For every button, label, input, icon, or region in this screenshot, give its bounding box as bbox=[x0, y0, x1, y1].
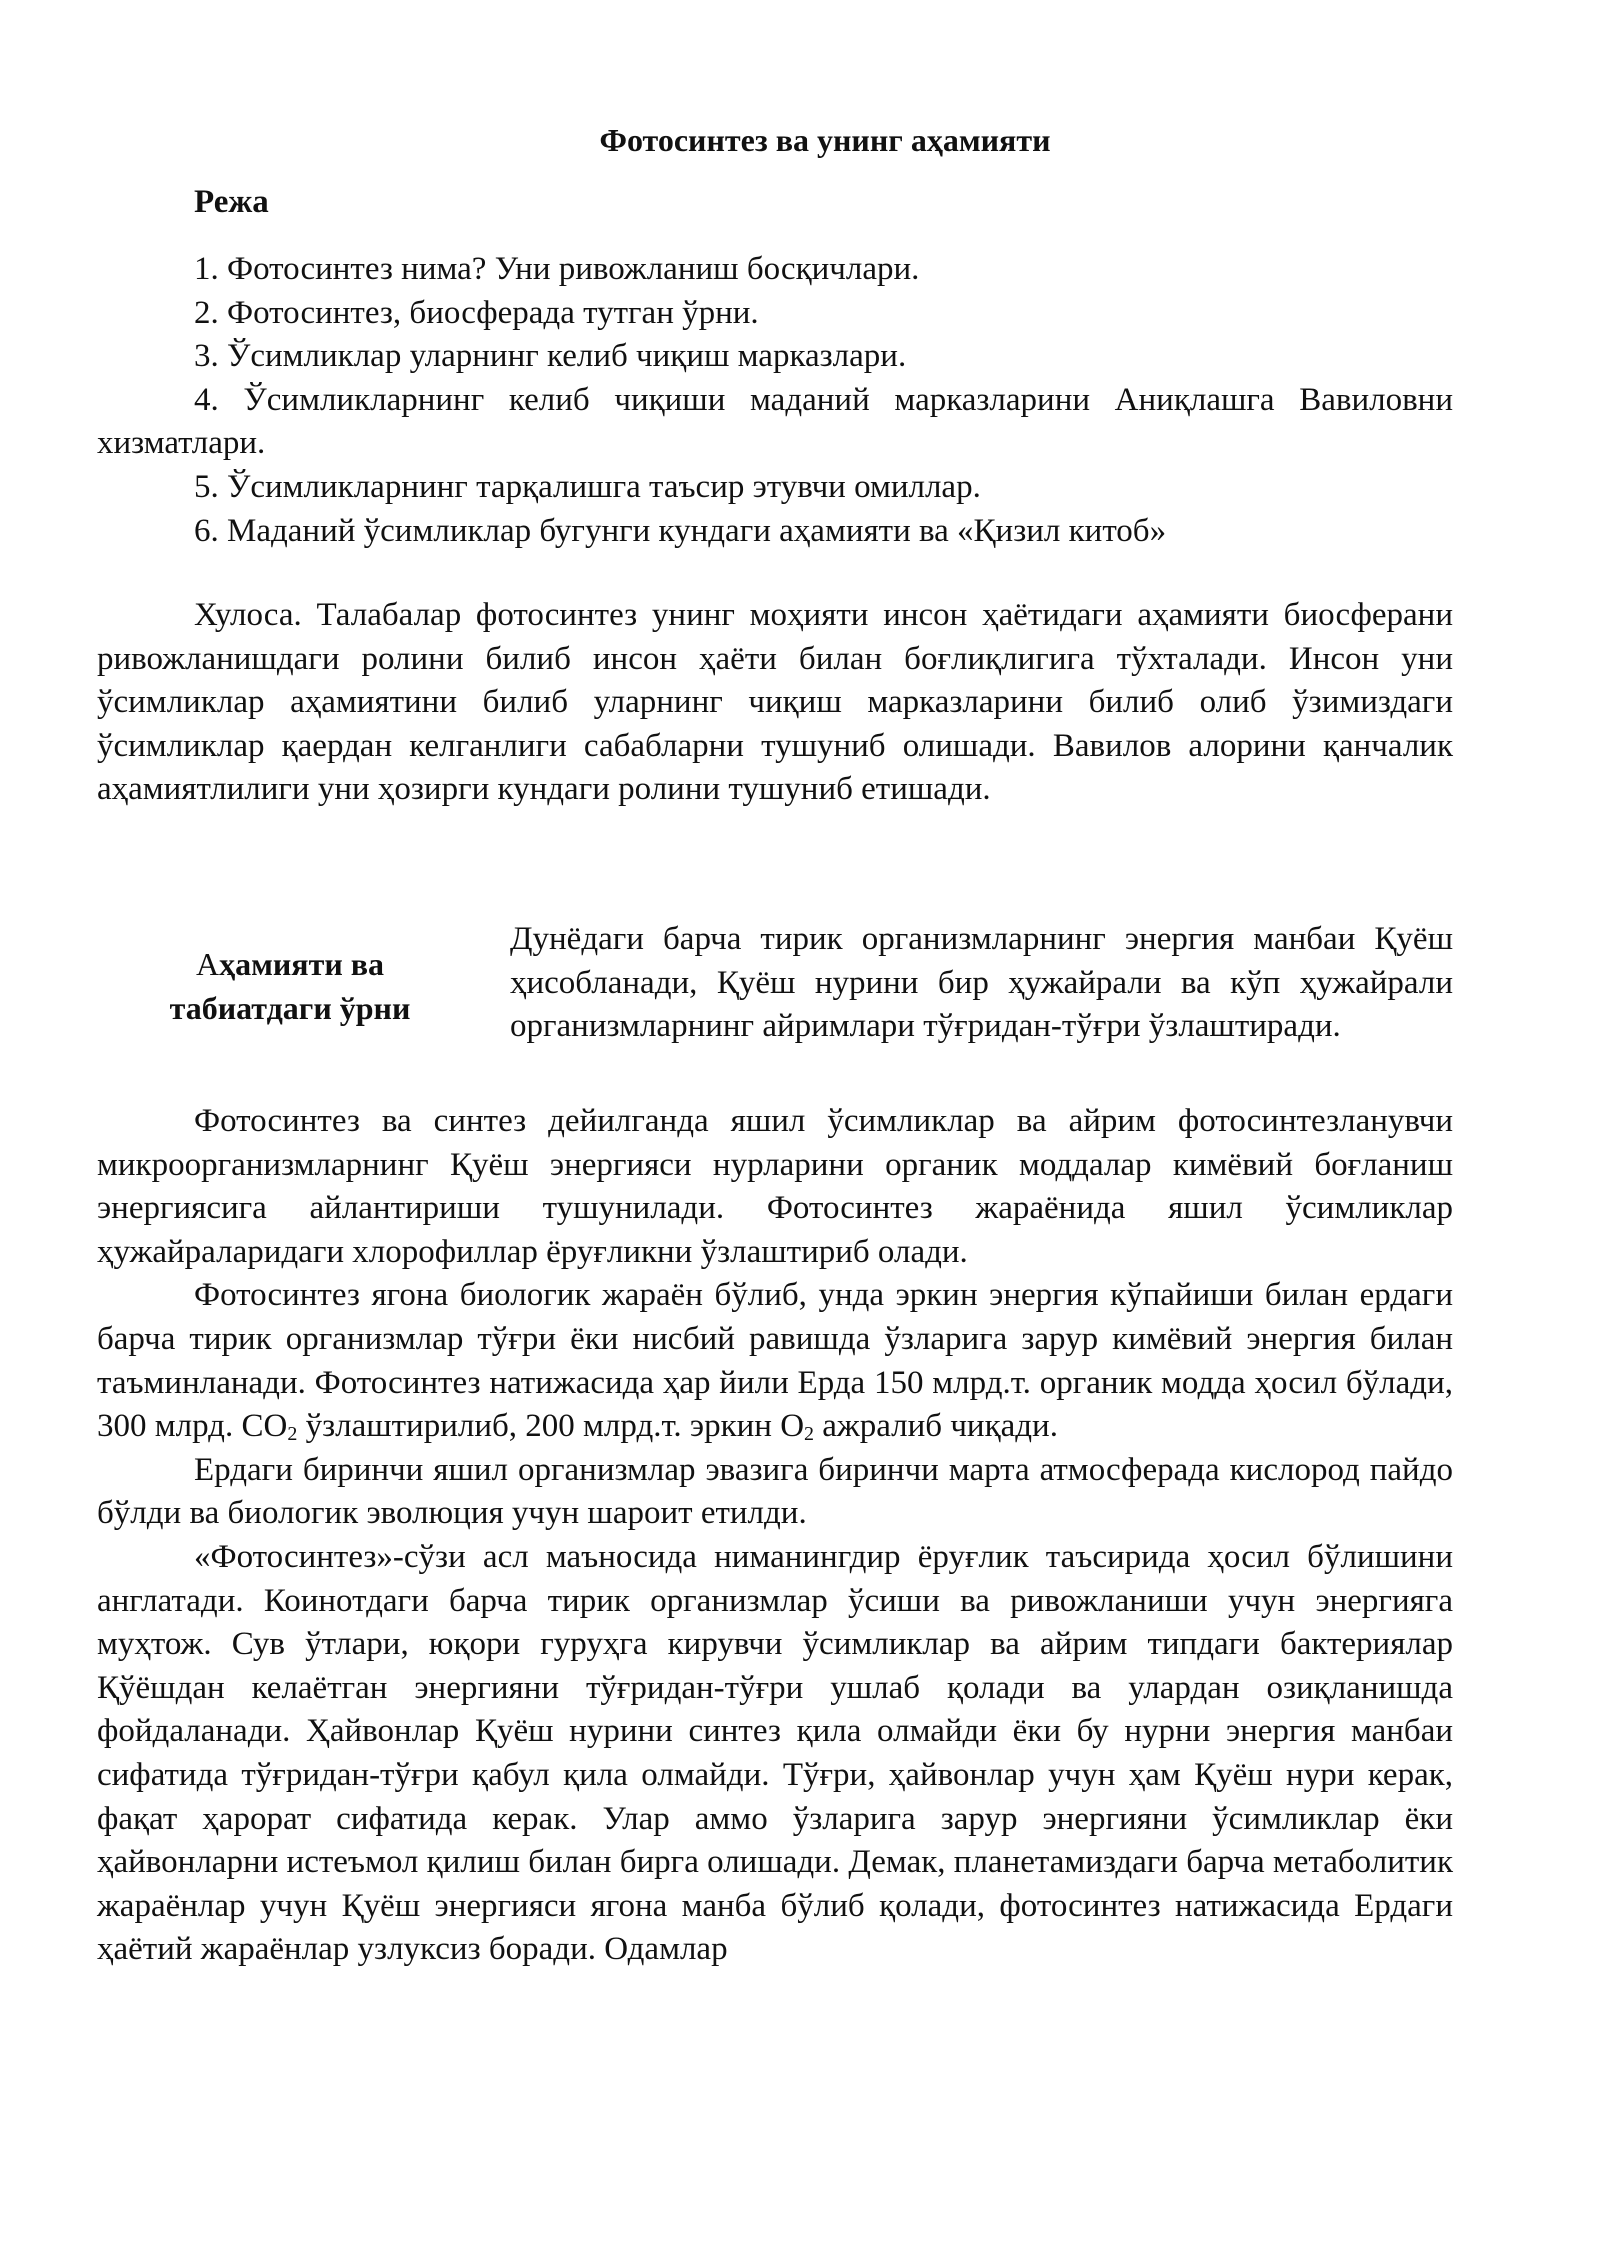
main-text bbox=[97, 1100, 1453, 1972]
paragraph: «Фотосинтез»-сўзи асл маъносида ниманингдир ёруғлик таъсирида ҳосил бўлишини англатади. Коинотдаги барча тирик организмлар ўсиши ва ривожланиши учун энергияга муҳтож. Сув ўтлари, юқори гуруҳга кирувчи ўсимликлар ва айрим типдаги бактериялар Қўёшдан келаётган энергияни тўғридан-тўғри ушлаб қолади ва улардан озиқланишда фойдаланади. Ҳайвонлар Қуёш нурини синтез қила олмайди ёки бу нурни энергия манбаи сифатида тўғридан-тўғри қабул қила олмайди. Тўғри, ҳайвонлар учун ҳам Қуёш нури керак, фақат ҳарорат сифатида керак. Улар аммо ўзларига зарур энергияни ўсимликлар ёки ҳайвонларни истеъмол қилиш билан бирга олишади. Демак, планетамиздаги барча метаболитик жараёнлар учун Қуёш энергияси ягона манба бўлиб қолади, фотосинтез натижасида Ердаги ҳаётий жараёнлар узлуксиз боради. Одамлар bbox=[97, 1538, 1453, 1968]
plan-item: 1. Фотосинтез нима? Уни ривожланиш босқичлари. bbox=[194, 251, 920, 287]
section-heading-text: ҳамияти ва табиатдаги ўрни bbox=[169, 946, 411, 1026]
plan-heading: Режа bbox=[194, 184, 269, 220]
o2-subscript: 2 bbox=[804, 1423, 815, 1446]
paragraph: Фотосинтез ва синтез дейилганда яшил ўсимликлар ва айрим фотосинтезланувчи микроорганизмларнинг Қуёш энергияси нурларини органик моддалар кимёвий боғланиш энергиясига айлантириши тушунилади. Фотосинтез жараёнида яшил ўсимликлар ҳужайраларидаги хлорофиллар ёруғликни ўзлаштириб олади. bbox=[97, 1103, 1453, 1270]
paragraph bbox=[97, 1274, 1453, 1448]
plan-item: 5. Ўсимликларнинг тарқалишга таъсир этувчи омиллар. bbox=[194, 468, 981, 505]
co2-subscript: 2 bbox=[287, 1423, 298, 1446]
section-heading bbox=[125, 942, 455, 1030]
conclusion-paragraph: Хулоса. Талабалар фотосинтез унинг моҳияти инсон ҳаётидаги аҳамияти биосферани ривожланишдаги ролини билиб инсон ҳаёти билан боғлиқлигига тўхталади. Инсон уни ўсимликлар аҳамиятини билиб уларнинг чиқиш марказларини билиб олиб ўзимиздаги ўсимликлар қаердан келганлиги сабабларни тушуниб олишади. Вавилов алорини қанчалик аҳамиятлилиги уни ҳозирги кундаги ролини тушуниб етишади. bbox=[97, 597, 1453, 808]
section-side-text: Дунёдаги барча тирик организмларнинг энергия манбаи Қуёш ҳисобланади, Қуёш нурини бир ҳужайрали ва кўп ҳужайрали организмларнинг айримлари тўғридан-тўғри ўзлаштиради. bbox=[510, 921, 1453, 1045]
plan-item: 2. Фотосинтез, биосферада тутган ўрни. bbox=[194, 294, 759, 331]
paragraph: Ердаги биринчи яшил организмлар эвазига биринчи марта атмосферада кислород пайдо бўлди ва биологик эволюция учун шароит етилди. bbox=[97, 1451, 1453, 1532]
document-title: Фотосинтез ва унинг аҳамияти bbox=[599, 122, 1051, 158]
plan-item: 3. Ўсимликлар уларнинг келиб чиқиш марказлари. bbox=[194, 338, 907, 375]
plan-item: 6. Маданий ўсимликлар бугунги кундаги аҳамияти ва «Қизил китоб» bbox=[194, 512, 1167, 549]
paragraph-text: Фотосинтез ягона биологик жараён бўлиб, унда эркин энергия кўпайиши билан ердаги барча тирик организмлар тўғри ёки нисбий равишда ўзларига зарур кимёвий энергия билан таъминланади. Фотосинтез натижасида ҳар йили Ерда 150 млрд.т. органик модда ҳосил бўлади, 300 млрд. СО bbox=[97, 1277, 1453, 1445]
section-heading-prefix: А bbox=[195, 946, 220, 982]
plan-item: 4. Ўсимликларнинг келиб чиқиши маданий марказларини Аниқлашга Вавиловни хизматлари. bbox=[97, 381, 1453, 462]
paragraph-text: ажралиб чиқади. bbox=[814, 1408, 1058, 1445]
plan-list bbox=[97, 248, 1453, 553]
paragraph-text: ўзлаштирилиб, 200 млрд.т. эркин О bbox=[297, 1408, 805, 1445]
conclusion bbox=[97, 594, 1453, 812]
